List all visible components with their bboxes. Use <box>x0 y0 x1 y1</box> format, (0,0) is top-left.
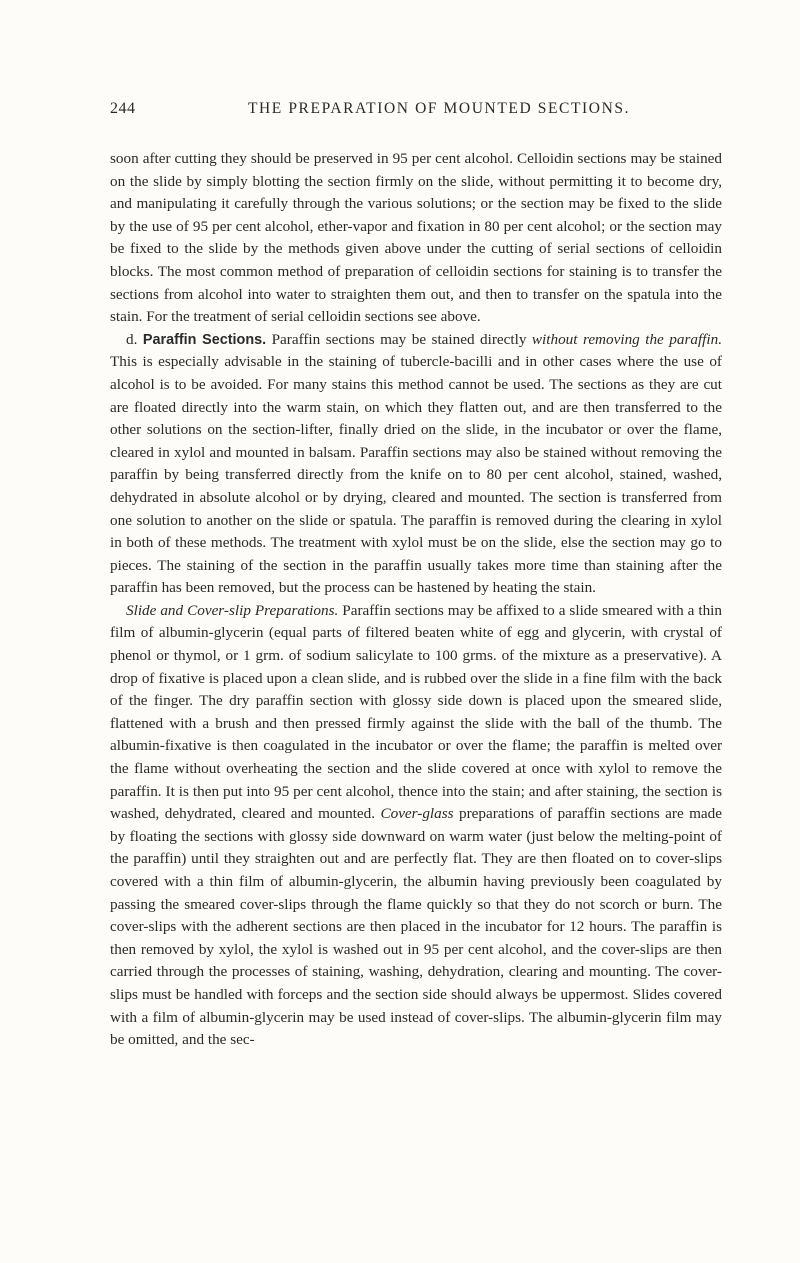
section-heading: Paraffin Sections. <box>142 331 267 348</box>
paragraph-text: Paraffin sections may be affixed to a slide smeared with a thin film of albumin-glycerin (equal parts of filtered beaten white of egg and glycerin, with crystal of phenol or thymol, or 1 grm. of sodium salicylate to 100 grms. of the mixture as a preservative). A drop of fixative is placed upon a clean slide, and is rubbed over the slide in a fine film with the back of the finger. The dry paraffin section with glossy side down is placed upon the smeared slide, flattened with a brush and then pressed firmly against the slide with the ball of the thumb. The albumin-fixative is then coagulated in the incubator or over the flame; the paraffin is melted over the flame without overheating the section and the slide covered at once with xylol to remove the paraffin. It is then put into 95 per cent alcohol, thence into the stain; and after staining, the section is washed, dehydrated, cleared and mounted. <box>110 601 722 823</box>
body-text <box>110 148 722 1052</box>
section-letter: d. <box>126 330 138 348</box>
paragraph-text: This is especially advisable in the staining of tubercle-bacilli and in other cases where the use of alcohol is to be avoided. For many stains this method cannot be used. The sections as they are cut are floated directly into the warm stain, on which they flatten out, and are then transferred to the other solutions on the section-lifter, finally dried on the slide, in the incubator or over the flame, cleared in xylol and mounted in balsam. Paraffin sections may also be stained without removing the paraffin by being transferred directly from the knife on to 80 per cent alcohol, stained, washed, dehydrated in absolute alcohol or by drying, cleared and mounted. The section is transferred from one solution to another on the slide or spatula. The paraffin is removed during the clearing in xylol in both of these methods. The treatment with xylol must be on the slide, else the section may go to pieces. The staining of the section in the paraffin usually takes more time than staining after the paraffin has been removed, but the process can be hastened by heating the stain. <box>110 353 722 597</box>
book-page <box>110 100 722 1052</box>
italic-phrase: Cover-glass <box>380 805 454 823</box>
paragraph-text: soon after cutting they should be preserved in 95 per cent alcohol. Celloidin sections may be stained on the slide by simply blotting the section firmly on the slide, without permitting it to become dry, and manipulating it carefully through the various solutions; or the section may be fixed to the slide by the use of 95 per cent alcohol, ether-vapor and fixation in 80 per cent alcohol; or the section may be fixed to the slide by the methods given above under the cutting of serial sections of celloidin blocks. The most common method of preparation of celloidin sections for staining is to transfer the sections from alcohol into water to straighten them out, and then to transfer on the spatula into the stain. For the treatment of serial celloidin sections see above. <box>110 150 722 326</box>
subsection-heading: Slide and Cover-slip Preparations. <box>126 601 339 619</box>
italic-phrase: without removing the paraffin. <box>531 330 723 348</box>
paragraph-slide-cover-slip <box>110 600 722 1052</box>
paragraph-text: Paraffin sections may be stained directly <box>271 330 527 348</box>
paragraph-celloidin <box>110 148 722 329</box>
paragraph-paraffin-sections <box>110 329 722 600</box>
running-title: THE PREPARATION OF MOUNTED SECTIONS. <box>247 100 631 117</box>
paragraph-text: preparations of paraffin sections are made by floating the sections with glossy side downward on warm water (just below the melting-point of the paraffin) until they straighten out and are perfectly flat. They are then floated on to cover-slips covered with a thin film of albumin-glycerin, the albumin having previously been coagulated by passing the smeared cover-slips through the flame quickly so that they do not scorch or burn. The cover-slips with the adherent sections are then placed in the incubator for 12 hours. The paraffin is then removed by xylol, the xylol is washed out in 95 per cent alcohol, and the cover-slips are then carried through the processes of staining, washing, dehydration, clearing and mounting. The cover-slips must be handled with forceps and the section side should always be uppermost. Slides covered with a film of albumin-glycerin may be used instead of cover-slips. The albumin-glycerin film may be omitted, and the sec- <box>110 805 723 1049</box>
running-header <box>110 100 722 124</box>
page-number: 244 <box>110 100 136 117</box>
